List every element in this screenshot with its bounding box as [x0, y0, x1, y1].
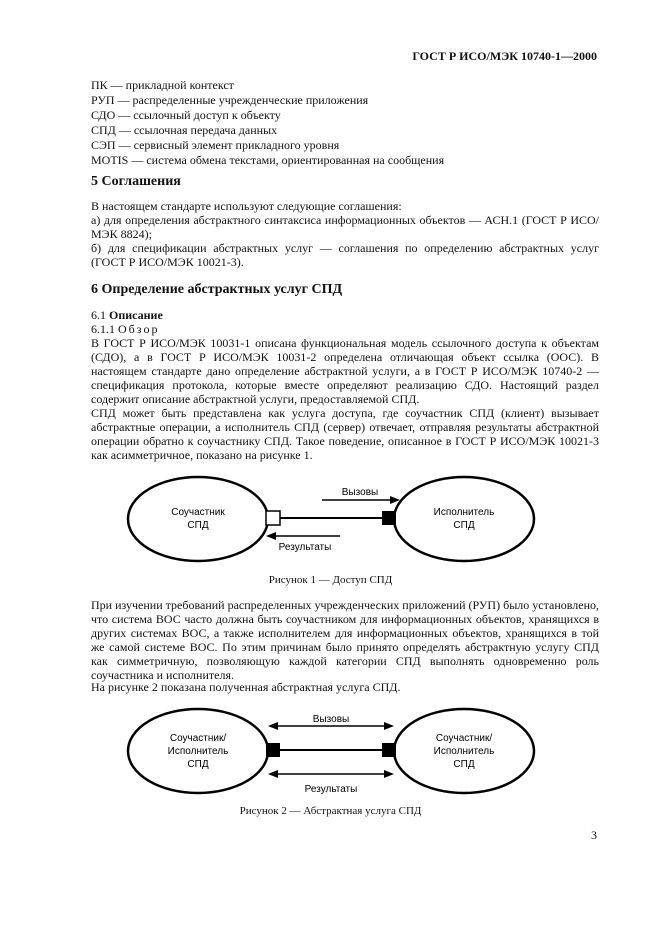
figure-2-bottom-label: Результаты: [304, 784, 358, 795]
document-header: ГОСТ Р ИСО/МЭК 10740-1—2000: [412, 49, 597, 63]
abbreviation-item: РУП — распределенные учрежденческие приложения: [91, 93, 369, 107]
figure-1-right-label-1: Исполнитель: [433, 507, 495, 518]
figure-1-diagram: [0, 468, 661, 568]
paragraph-4: На рисунке 2 показана полученная абстрактная услуга СПД.: [91, 680, 401, 694]
figure-2-left-label-1: Соучастник/: [169, 733, 227, 744]
figure-1-right-label-2: СПД: [453, 520, 475, 531]
figure-2-diagram: [0, 706, 661, 802]
paragraph-2: СПД может быть представлена как услуга доступа, где соучастник СПД (клиент) вызывает абстрактные операции, а исполнитель СПД (сервер) отвечает, отправляя результаты абстрактной операции обратно к соучастнику СПД. Такое поведение, описанное в ГОСТ Р ИСО/МЭК 10021-3 как асимметричное, показано на рисунке 1.: [91, 406, 599, 462]
invocation-arrowhead-left: [268, 722, 278, 730]
paragraph-1: В ГОСТ Р ИСО/МЭК 10031-1 описана функциональная модель ссылочного доступа к объектам (СДО), а в ГОСТ Р ИСО/МЭК 10031-2 определена отличающая объект ссылка (ООС). В настоящем стандарте дано определение абстрактной услуги, а в ГОСТ Р ИСО/МЭК 10740-2 — спецификация протокола, которые вместе определяют реализацию СДО. Настоящий раздел содержит описание абстрактной услуги, предоставляемой СПД.: [91, 336, 599, 406]
figure-1-bottom-label: Результаты: [278, 542, 332, 553]
figure-2-right-label-2: Исполнитель: [433, 746, 495, 757]
subsection-6-1-1-title: Обзор: [118, 322, 160, 336]
figure-2-right-label-3: СПД: [453, 759, 475, 770]
figure-1-caption: Рисунок 1 — Доступ СПД: [268, 574, 393, 586]
section-5-item-a: а) для определения абстрактного синтаксиса информационных объектов — АСН.1 (ГОСТ Р ИСО/МЭК 8824);: [91, 213, 599, 241]
abbreviation-item: СЭП — сервисный элемент прикладного уровня: [91, 138, 340, 152]
abbreviation-item: СПД — ссылочная передача данных: [91, 123, 278, 137]
figure-2-left-label-2: Исполнитель: [167, 746, 229, 757]
result-arrowhead-right: [384, 770, 394, 778]
abbreviation-item: ПК — прикладной контекст: [91, 78, 234, 92]
right-peer-port: [382, 743, 396, 757]
section-5-intro: В настоящем стандарте используют следующие соглашения:: [91, 199, 402, 213]
abbreviation-item: MOTIS — система обмена текстами, ориентированная на сообщения: [91, 153, 445, 167]
subsection-6-1-number: 6.1: [91, 308, 106, 322]
subsection-6-1-1-number: 6.1.1: [91, 322, 115, 336]
invocation-arrowhead-right: [384, 722, 394, 730]
server-port: [382, 511, 396, 525]
figure-2-left-label-3: СПД: [187, 759, 209, 770]
figure-2-top-label: Вызовы: [312, 714, 350, 725]
subsection-6-1: [91, 308, 163, 322]
figure-1-left-label-1: Соучастник: [171, 507, 225, 518]
server-ellipse: [394, 477, 534, 561]
subsection-6-1-1: [91, 322, 159, 336]
page-number: 3: [591, 828, 597, 842]
left-peer-port: [266, 743, 280, 757]
client-port: [266, 511, 280, 525]
client-ellipse: [128, 477, 268, 561]
figure-1-left-label-2: СПД: [187, 520, 209, 531]
section-5-item-b: б) для спецификации абстрактных услуг — соглашения по определению абстрактных услуг (ГОСТ Р ИСО/МЭК 10021-3).: [91, 241, 599, 269]
abbreviation-item: СДО — ссылочный доступ к объекту: [91, 108, 281, 122]
abbreviation-list: [91, 78, 444, 168]
figure-1-top-label: Вызовы: [341, 487, 379, 498]
section-6-title: 6 Определение абстрактных услуг СПД: [91, 282, 343, 297]
figure-2-right-label-1: Соучастник/: [435, 733, 493, 744]
figure-2-caption: Рисунок 2 — Абстрактная услуга СПД: [239, 805, 422, 817]
subsection-6-1-title: Описание: [109, 308, 163, 322]
section-5-title: 5 Соглашения: [91, 174, 181, 189]
paragraph-3: При изучении требований распределенных учрежденческих приложений (РУП) было установлено, что система ВОС часто должна быть соучастником для информационных объектов, хранящихся в других системах ВОС, а также исполнителем для информационных объектов, хранящихся в той же самой системе ВОС. По этим причинам было принято определять абстрактную услугу СПД как симметричную, позволяющую каждой категории СПД выполнять одновременно роль соучастника и исполнителя.: [91, 598, 599, 682]
result-arrowhead: [266, 532, 276, 540]
result-arrowhead-left: [268, 770, 278, 778]
